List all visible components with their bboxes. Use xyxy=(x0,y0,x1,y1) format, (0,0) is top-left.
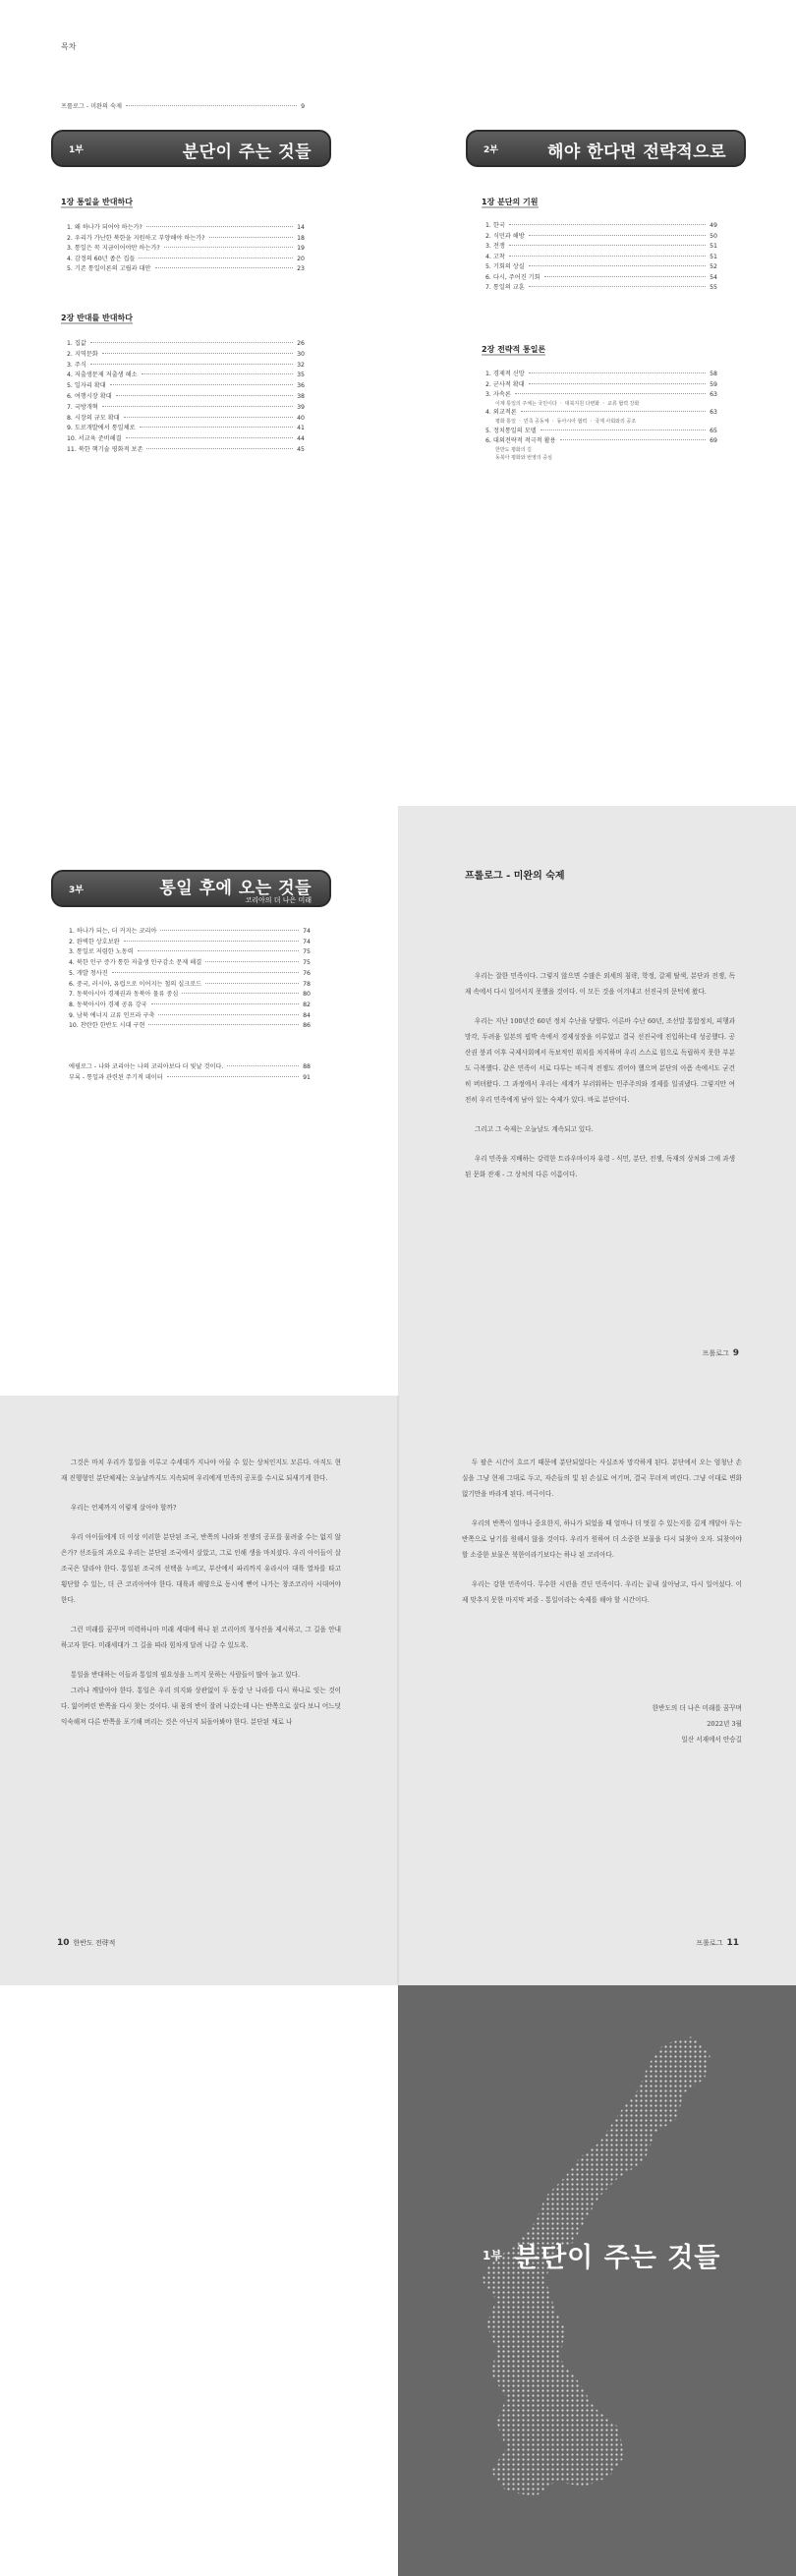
part-title: 통일 후에 오는 것들 xyxy=(159,879,312,898)
toc-entry[interactable]: 1. 하나가 되는, 더 커지는 코리아 74 xyxy=(69,928,311,935)
toc-subentry: 이제 통일의 주체는 국민이다 ㆍ 대북지원 다변화 ㆍ 교류 협력 강화 xyxy=(495,400,640,407)
toc-entry[interactable]: 7. 동북아시아 경제권과 동북아 물류 중심 80 xyxy=(69,991,311,999)
part-number: 3부 xyxy=(69,886,84,895)
toc-entry[interactable]: 8. 동북아시아 경제 공유 강국 82 xyxy=(69,1001,311,1008)
toc-entry[interactable]: 2. 우리가 가난한 북한을 지원하고 부양해야 하는가? 18 xyxy=(67,234,305,242)
toc-entry[interactable]: 3. 통일은 꼭 지금이어야만 하는가? 19 xyxy=(67,245,305,252)
page-10-body: 그것은 마치 우리가 통일을 이루고 수세대가 지나야 아물 수 있는 상처인지도 모른다. 아직도 현재 진행형인 분단체제는 오늘날까지도 지속되며 우리에게 민족의 공포를 수시로 되새기게 한다. 우리는 언제까지 이렇게 살아야 할까? 우리 아이들에게 더 이상 이러한 분단된 조국, 반쪽의 나라와 전쟁의 공포를 물려줄 수는 없지 않은가? 선조들의 과오로 우리는 분단된 조국에서 살았고, 그로 인해 생을 마치셨다. 우리 아이들이 살 조국은 달라야 한다. 통일된 조국의 선택을 누비고, 부산에서 파리까지 유라시아 대륙 열차를 타고 횡단할 수 있는, 더 큰 코리아여야 한다. 대륙과 해양으로 동시에 뻗어 나가는 창조코리아 시대여야 한다. 그런 미래를 꿈꾸며 미력하나마 미래 세대에 하나 된 코리아의 청사진을 제시하고, 그 길을 안내하고자 한다. 미래세대가 그 길을 따라 힘차게 달려 나갈 수 있도록. 통일을 반대하는 이들과 통일의 필요성을 느끼지 못하는 사람들이 많아 늘고 있다. 그러나 깨달아야 한다. 통일은 우리 의지와 상관없이 두 동강 난 나라를 다시 하나로 잇는 것이다. 잃어버린 반쪽을 다시 찾는 것이다. 내 몸의 반이 잘려 나갔는데 나는 반쪽으로 살다 보니 어느덧 익숙해져 다른 반쪽을 포기해 버리는 것은 아닌지 되돌아봐야 한다. 분단된 채로 나 xyxy=(61,1459,341,1726)
toc-entry-prologue[interactable]: 프롤로그 - 미완의 숙제 9 xyxy=(61,103,305,110)
part-number: 2부 xyxy=(483,145,498,155)
part-subtitle: 코리아의 더 나은 미래 xyxy=(245,896,312,904)
page-gutter xyxy=(397,1396,399,1985)
section-title: 1장 통일을 반대하다 xyxy=(61,198,133,206)
toc-spread xyxy=(0,0,796,806)
toc-entry[interactable]: 1. 왜 하나가 되어야 하는가? 14 xyxy=(67,224,305,231)
part-divider-page xyxy=(398,1985,796,2576)
prologue-body: 우리는 잘한 민족이다. 그렇지 않으면 수많은 외세의 침략, 학정, 갈제 탈색, 분단과 전쟁, 독재 속에서 다시 일어서지 못했을 것이다. 이 모든 것을 이겨내고 선진국의 문턱에 왔다. 우리는 지난 100년간 60년 정치 수난을 당했다. 이른바 수난 60년, 조선말 통합정치, 피행과 망각, 두려움 일본의 핍박 속에서 경제성장을 이루었고 결국 선진국에 진입하는데 성공했다. 공산권 붕괴 이후 국제사회에서 독보적인 위치를 차지하며 우리 스스로 힘으로 독립하지 못한 부분도 극복했다. 같은 민족이 서로 다투는 비극적 전쟁도 겪어야 했으며 분단의 아픔 속에서도 굳건히 버텨왔다. 그 과정에서 우리는 세계가 부러워하는 민주주의와 경제를 일궈냈다. 그렇지만 여전히 우리 민족에게 남아 있는 숙제가 있다. 바로 분단이다. 그리고 그 숙제는 오늘날도 계속되고 있다. 우리 민족을 지배하는 강력한 트라우마이자 유령 - 식민, 분단, 전쟁, 독재의 상처와 그에 과생된 문화 잔재 - 그 상처의 다른 이름이다. xyxy=(465,972,735,1178)
part2-banner xyxy=(466,130,746,167)
toc-entry[interactable]: 1. 한국 49 xyxy=(485,222,717,229)
toc-subentry: 한반도 평화의 길 xyxy=(495,446,532,453)
toc-entry[interactable]: 5. 개발 청사진 76 xyxy=(69,969,311,977)
prologue-page xyxy=(398,806,796,1396)
toc-entry[interactable]: 4. 외교적론 63 xyxy=(485,409,717,417)
section-title: 1장 분단의 기원 xyxy=(482,198,539,206)
toc-entry[interactable]: 4. 고착 51 xyxy=(485,253,717,260)
toc-entry[interactable]: 2. 지역문화 30 xyxy=(67,350,305,358)
toc-entry[interactable]: 8. 시장의 규모 확대 40 xyxy=(67,414,305,422)
toc-entry[interactable]: 5. 일자리 확대 36 xyxy=(67,382,305,390)
divider-part-number: 1부 xyxy=(483,2249,502,2262)
toc-entry[interactable]: 5. 기회의 상실 52 xyxy=(485,263,717,270)
page-footer: 10 한반도 전략적 xyxy=(57,1938,116,1948)
toc-entry[interactable]: 4. 저출생문제 저출생 해소 35 xyxy=(67,372,305,379)
toc-entry[interactable]: 9. 남북 에너지 교류 인프라 구축 84 xyxy=(69,1011,311,1019)
part-title: 분단이 주는 것들 xyxy=(182,143,312,162)
part-title: 해야 한다면 전략적으로 xyxy=(546,143,726,162)
toc-subentry: 동북아 평화와 번영의 중심 xyxy=(495,454,552,461)
toc-entry[interactable]: 부록 - 통일과 관련된 주기적 데이터 91 xyxy=(69,1074,311,1081)
toc-entry[interactable]: 2. 군사적 확대 59 xyxy=(485,380,717,388)
toc-label: 목차 xyxy=(61,42,77,51)
toc-entry[interactable]: 9. 도로개발에서 통일체로 41 xyxy=(67,425,305,432)
korean-peninsula-map-icon xyxy=(398,1985,796,2576)
part1-banner xyxy=(51,130,331,167)
toc-subentry: 평화 통일 ㆍ 민족 공동체 ㆍ 동아시아 협력 ㆍ 국제 사회와의 공조 xyxy=(495,418,637,425)
toc-entry[interactable]: 4. 감정의 60년 좁은 집들 20 xyxy=(67,255,305,262)
page-footer: 프롤로그 11 xyxy=(696,1938,739,1948)
part3-banner xyxy=(51,870,331,907)
toc-entry[interactable]: 6. 여행시장 확대 38 xyxy=(67,393,305,400)
spread-10-11 xyxy=(0,1396,796,1985)
signature-block: 한반도의 더 나은 미래를 꿈꾸며 2022년 3월 일산 서재에서 안승길 xyxy=(652,1704,742,1744)
toc-entry[interactable]: 7. 국방개혁 39 xyxy=(67,403,305,411)
toc-entry[interactable]: 1. 집값 26 xyxy=(67,340,305,347)
toc-entry[interactable]: 6. 다시, 주어진 기회 54 xyxy=(485,273,717,281)
part-number: 1부 xyxy=(69,145,84,155)
toc-entry[interactable]: 3. 전쟁 51 xyxy=(485,243,717,250)
blank-page xyxy=(0,1985,398,2576)
divider-part-title: 분단이 주는 것들 xyxy=(514,2243,721,2273)
toc-entry[interactable]: 3. 주식 32 xyxy=(67,361,305,369)
section-title: 2장 전략적 통일론 xyxy=(482,345,546,354)
toc-part3-page xyxy=(0,806,398,1396)
page-11-body: 두 팔은 시간이 흐르기 때문에 분단되었다는 사실조차 망각하게 된다. 분단에서 오는 엄청난 손실을 그냥 현재 그대로 두고, 자손들의 빛 된 손실로 여기며, 결국 무뎌져 버린다. 그냥 이대로 변화 없기만을 바라게 된다. 비극이다. 우리의 반쪽이 얼마나 중요한지, 하나가 되었을 때 얼마나 더 멋질 수 있는지를 깊게 깨달아 두는 반쪽으로 남기를 원해서 않을 것이다. 우리가 원하여 더 소중한 보물을 다시 되찾아 오자. 되찾아야 할 소중한 보물은 북한이라기보다는 하나 된 코리아다. 우리는 강한 민족이다. 무수한 시련을 견딘 민족이다. 우리는 끝내 살아남고, 다시 일어섰다. 이제 맞추지 못한 마지막 퍼즐 - 통일이라는 숙제를 해야 할 시간이다. xyxy=(462,1459,742,1604)
toc-entry[interactable]: 에필로그 - 나와 코리아는 나의 코리아보다 더 빛날 것이다. 88 xyxy=(69,1063,311,1070)
page-footer: 프롤로그 9 xyxy=(702,1348,739,1358)
prologue-heading: 프롤로그 - 미완의 숙제 xyxy=(465,871,565,882)
toc-entry[interactable]: 6. 대외전략적 적극적 활용 69 xyxy=(485,437,717,445)
toc-entry[interactable]: 3. 통일로 저렴한 노동력 75 xyxy=(69,948,311,956)
toc-entry[interactable]: 2. 완벽한 상호보완 74 xyxy=(69,938,311,945)
toc-entry[interactable]: 7. 통일의 교훈 55 xyxy=(485,284,717,291)
toc-entry[interactable]: 2. 식민과 해방 50 xyxy=(485,232,717,240)
toc-entry[interactable]: 5. 정치통일의 모델 65 xyxy=(485,427,717,434)
toc-entry[interactable]: 6. 중국, 러시아, 유럽으로 이어지는 철의 실크로드 78 xyxy=(69,980,311,988)
toc-entry[interactable]: 1. 경제적 신망 58 xyxy=(485,371,717,377)
toc-entry[interactable]: 10. 서교육 준비해결 44 xyxy=(67,435,305,443)
toc-entry[interactable]: 5. 기존 통일이론의 고립과 대안 23 xyxy=(67,265,305,272)
toc-entry[interactable]: 11. 북한 핵기술 평화적 보존 45 xyxy=(67,446,305,453)
section-title: 2장 반대를 반대하다 xyxy=(61,314,133,322)
toc-entry[interactable]: 4. 북한 인구 증가 통한 저출생 인구감소 문제 해결 75 xyxy=(69,959,311,967)
toc-entry[interactable]: 10. 찬란한 한반도 시대 구현 86 xyxy=(69,1022,311,1030)
toc-entry[interactable]: 3. 자속론 63 xyxy=(485,391,717,398)
